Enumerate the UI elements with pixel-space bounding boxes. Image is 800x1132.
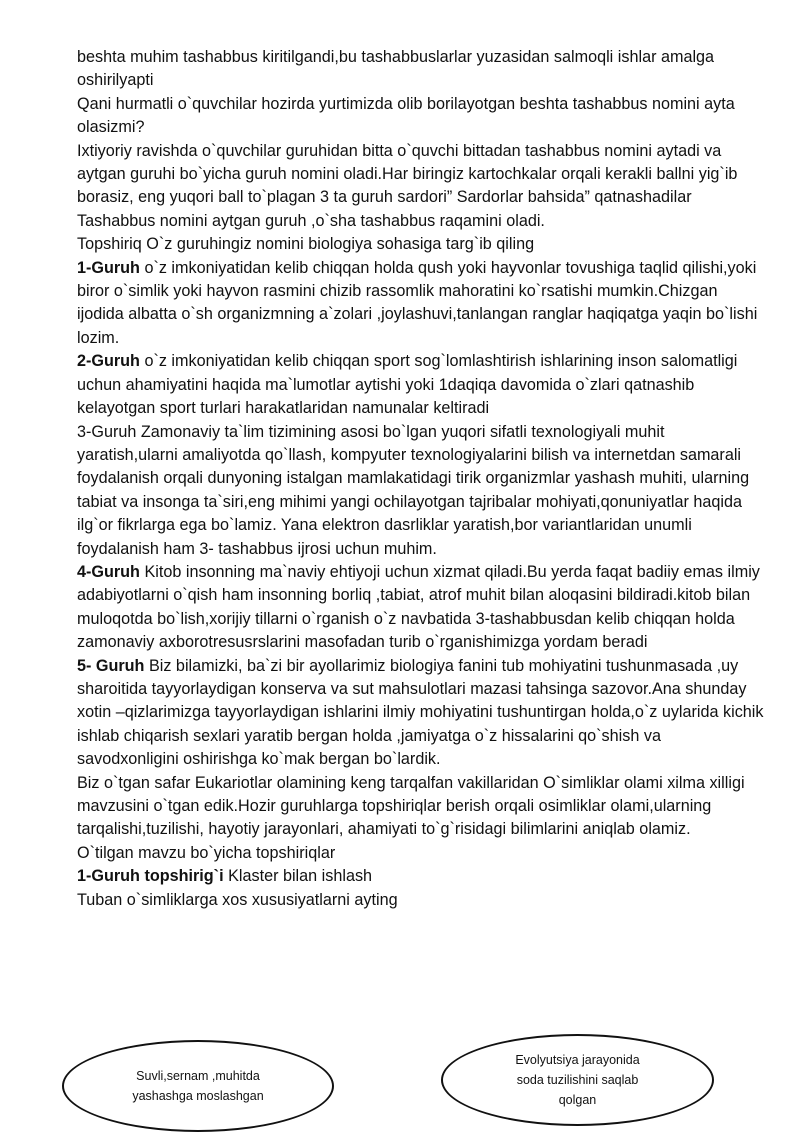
paragraph-group-4 [77,561,767,655]
paragraph-group-5 [77,655,767,772]
group-label: 5- Guruh [77,656,145,675]
paragraph-group-3 [77,421,767,561]
paragraph-previous-topic [77,772,767,842]
paragraph-group-2 [77,350,767,420]
group-label: 1-Guruh topshirig`i [77,867,224,886]
cluster-ellipse-right [441,1034,714,1126]
paragraph-text: beshta muhim tashabbus kiritilgandi,bu tashabbuslarlar yuzasidan salmoqli ishlar amalga oshirilyapti [77,48,715,90]
paragraph-intro-continued [77,46,767,93]
group-label: 1-Guruh [77,258,140,277]
paragraph-task [77,233,767,256]
paragraph-text: Kitob insonning ma`naviy ehtiyoji uchun xizmat qiladi.Bu yerda faqat badiiy emas ilmiy adabiyotlarni o`qish ham insonning borliq ,tabiat, atrof muhit bilan aloqasini bildiradi.kitob bilan muloqotda bo`lish,xorijiy tillarni o`rganish o`z navbatida 3-tashabbusdan kelib chiqqan holda zamonaviy axborotresusrslarini masofadan turib o`rganishimizga yordam beradi [77,562,760,652]
paragraph-instructions [77,140,767,210]
paragraph-text: o`z imkoniyatidan kelib chiqqan holda qush yoki hayvonlar tovushiga taqlid qilishi,yoki biror o`simlik yoki hayvon rasmini chizib rassomlik mahoratini ko`rsatishi mumkin.Chizgan ijodida albatta o`sh organizmning a`zolari ,joylashuvi,tanlangan ranglar haqiqatga yaqin bo`lishi lozim. [77,258,758,347]
paragraph-text: Topshiriq O`z guruhingiz nomini biologiya sohasiga targ`ib qiling [77,235,535,254]
paragraph-group-1-task [77,865,767,888]
paragraph-group-number [77,210,767,233]
paragraph-question [77,93,767,140]
paragraph-text: o`z imkoniyatidan kelib chiqqan sport sog`lomlashtirish ishlarining inson salomatligi uchun ahamiyatini haqida ma`lumotlar aytishi yoki 1daqiqa davomida o`zlari qatnashib kelayotgan sport turlari harakatlaridan namunalar keltiradi [77,352,738,418]
cluster-ellipse-left [62,1040,334,1132]
paragraph-text: Tashabbus nomini aytgan guruh ,o`sha tashabbus raqamini oladi. [77,211,545,230]
paragraph-text: O`tilgan mavzu bo`yicha topshiriqlar [77,843,336,862]
group-label: 4-Guruh [77,562,140,581]
document-body [77,46,767,912]
paragraph-text: 3-Guruh Zamonaviy ta`lim tizimining asosi bo`lgan yuqori sifatli texnologiyali muhit yaratish,ularni amaliyotda qo`llash, kompyuter texnologiyalarini bilish va internetdan samarali foydalanish orqali dunyoning istalgan mamlakatidagi tirik organizmlar yashash muhiti, ularning tabiat va insonga ta`siri,eng mihimi yangi ochilayotgan tajribalar mohiyati,qonuniyatlar haqida ilg`or fikrlarga ega bo`lamiz. Yana elektron dasrliklar yaratish,bor variantlaridan unumli foydalanish ham 3- tashabbus ijrosi uchun muhim. [77,422,750,558]
cluster-ellipse-text: Evolyutsiya jarayonida soda tuzilishini saqlab qolgan [515,1053,640,1107]
paragraph-text: Tuban o`simliklarga xos xususiyatlarni ayting [77,890,398,909]
paragraph-lower-plants [77,889,767,912]
paragraph-group-1 [77,257,767,351]
cluster-ellipse-text: Suvli,sernam ,muhitda yashashga moslashgan [132,1069,264,1103]
paragraph-text: Qani hurmatli o`quvchilar hozirda yurtimizda olib borilayotgan beshta tashabbus nomini ayta olasizmi? [77,94,735,137]
paragraph-tasks-heading [77,842,767,865]
paragraph-text: Biz o`tgan safar Eukariotlar olamining keng tarqalfan vakillaridan O`simliklar olami xilma xilligi mavzusini o`tgan edik.Hozir guruhlarga topshiriqlar berish orqali osimliklar olami,ularning tarqalishi,tuzilishi, hayotiy jarayonlari, ahamiyati to`g`risidagi bilimlarini aniqlab olamiz. [77,773,745,839]
paragraph-text: Ixtiyoriy ravishda o`quvchilar guruhidan bitta o`quvchi bittadan tashabbus nomini aytadi va aytgan guruhi bo`yicha guruh nomini oladi.Har biringiz kartochkalar orqali kerakli ballni yig`ib borasiz, eng yuqori ball to`plagan 3 ta guruh sardori” Sardorlar bahsida” qatnashadilar [77,141,738,207]
group-label: 2-Guruh [77,352,140,371]
paragraph-text: Klaster bilan ishlash [223,867,373,886]
paragraph-text: Biz bilamizki, ba`zi bir ayollarimiz biologiya fanini tub mohiyatini tushunmasada ,uy sharoitida tayyorlaydigan konserva va sut mahsulotlari mazasi tahsinga sazovor.Ana shunday xotin –qizlarimizga tayyorlaydigan ishlarini ilmiy mohiyatini tushuntirgan holda,o`z uylarida kichik ishlab chiqarish sexlari yaratib bergan holda ,jamiyatga o`z hissalarini qo`shish va savodxonligini oshirishga ko`mak bergan bo`lardik. [77,656,764,769]
